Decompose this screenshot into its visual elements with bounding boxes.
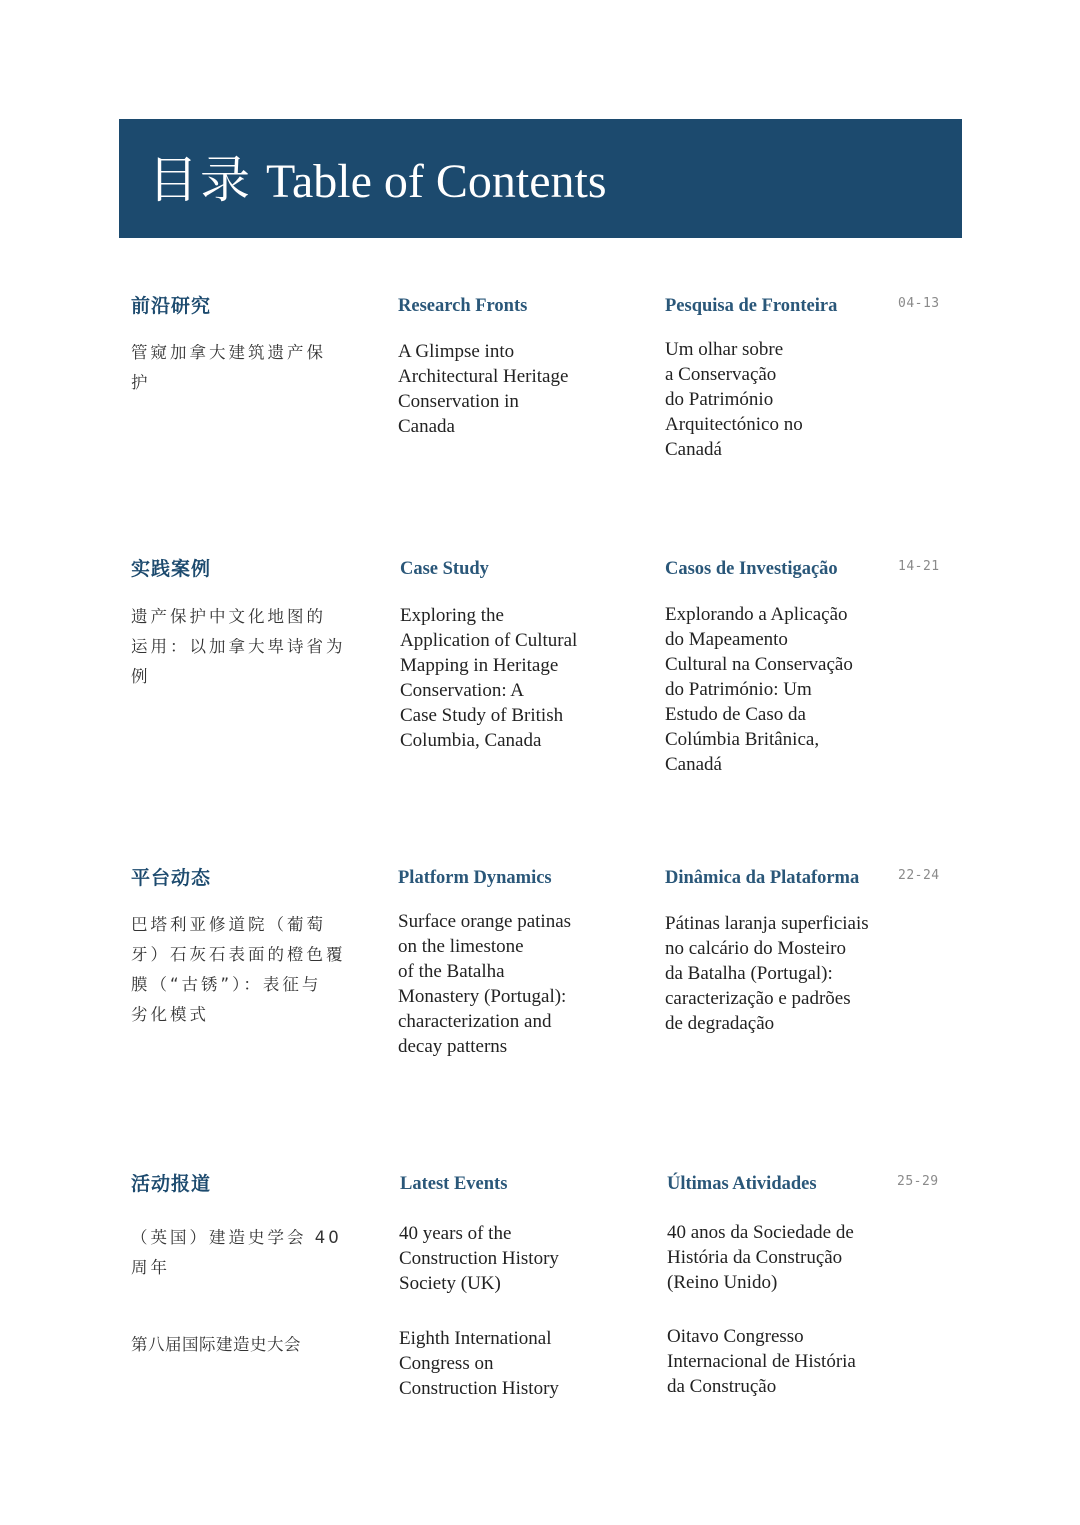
page-range: 14-21	[898, 559, 940, 574]
page-range: 22-24	[898, 868, 940, 883]
category-en: Platform Dynamics	[398, 868, 552, 888]
category-zh: 活动报道	[131, 1173, 212, 1195]
column-zh	[131, 1172, 351, 1196]
column-pt	[665, 294, 905, 318]
entry-title-zh: 第八届国际建造史大会	[131, 1335, 301, 1354]
column-pt	[667, 1172, 907, 1196]
toc-entry-en[interactable]	[398, 339, 623, 439]
page-range: 04-13	[898, 296, 940, 311]
entry-title-pt: 40 anos da Sociedade de História da Construção (Reino Unido)	[667, 1222, 854, 1293]
entry-title-zh: （英国）建造史学会 40 周年	[131, 1228, 342, 1277]
column-zh	[131, 294, 351, 318]
entry-title-pt: Pátinas laranja superficiais no calcário do Mosteiro da Batalha (Portugal): caracterização e padrões de degradação	[665, 913, 869, 1034]
toc-entry-en[interactable]	[398, 909, 623, 1059]
category-pt: Pesquisa de Fronteira	[665, 296, 838, 316]
entry-title-en: 40 years of the Construction History Society (UK)	[399, 1223, 559, 1294]
toc-entry[interactable]	[131, 1223, 351, 1283]
column-zh	[131, 557, 351, 581]
toc-entry-en[interactable]	[399, 1221, 624, 1296]
toc-entry-pt[interactable]	[665, 911, 905, 1036]
category-en: Latest Events	[400, 1174, 508, 1194]
toc-entry-pt[interactable]	[667, 1324, 907, 1399]
toc-entry[interactable]	[131, 602, 351, 692]
entry-title-en: Surface orange patinas on the limestone of the Batalha Monastery (Portugal): characterization and decay patterns	[398, 911, 572, 1057]
category-zh: 平台动态	[131, 867, 212, 889]
toc-entry-en[interactable]	[400, 603, 625, 753]
category-pt: Últimas Atividades	[667, 1174, 817, 1194]
entry-title-en: Eighth International Congress on Construction History	[399, 1328, 559, 1399]
entry-title-zh: 管窥加拿大建筑遗产保 护	[131, 343, 326, 392]
entry-title-en: A Glimpse into Architectural Heritage Conservation in Canada	[398, 341, 569, 437]
entry-title-pt: Explorando a Aplicação do Mapeamento Cultural na Conservação do Património: Um Estudo de Caso da Colúmbia Britânica, Canadá	[665, 604, 853, 775]
column-pt	[665, 557, 905, 581]
page-title	[148, 148, 607, 212]
page-title-en: Table of Contents	[266, 155, 607, 208]
column-en	[400, 557, 625, 581]
toc-entry[interactable]	[131, 338, 351, 398]
column-pt	[665, 866, 905, 890]
toc-entry[interactable]	[131, 910, 351, 1030]
category-zh: 实践案例	[131, 558, 212, 580]
toc-entry-en[interactable]	[399, 1326, 624, 1401]
column-zh	[131, 866, 351, 890]
column-en	[400, 1172, 625, 1196]
entry-title-pt: Oitavo Congresso Internacional de História da Construção	[667, 1326, 856, 1397]
column-en	[398, 294, 623, 318]
category-pt: Dinâmica da Plataforma	[665, 868, 860, 888]
entry-title-zh: 巴塔利亚修道院（葡萄 牙）石灰石表面的橙色覆 膜（“古锈”）：表征与 劣化模式	[131, 915, 346, 1024]
toc-entry-pt[interactable]	[667, 1220, 907, 1295]
toc-entry[interactable]	[131, 1330, 351, 1360]
page-range: 25-29	[897, 1174, 939, 1189]
category-en: Case Study	[400, 559, 489, 579]
category-zh: 前沿研究	[131, 295, 212, 317]
entry-title-en: Exploring the Application of Cultural Mapping in Heritage Conservation: A Case Study of British Columbia, Canada	[400, 605, 578, 751]
category-en: Research Fronts	[398, 296, 528, 316]
toc-entry-pt[interactable]	[665, 602, 905, 777]
entry-title-pt: Um olhar sobre a Conservação do Património Arquitectónico no Canadá	[665, 339, 803, 460]
entry-title-zh: 遗产保护中文化地图的 运用：以加拿大卑诗省为 例	[131, 607, 346, 686]
toc-entry-pt[interactable]	[665, 337, 905, 462]
page-title-zh: 目录	[148, 151, 252, 209]
column-en	[398, 866, 623, 890]
category-pt: Casos de Investigação	[665, 559, 838, 579]
